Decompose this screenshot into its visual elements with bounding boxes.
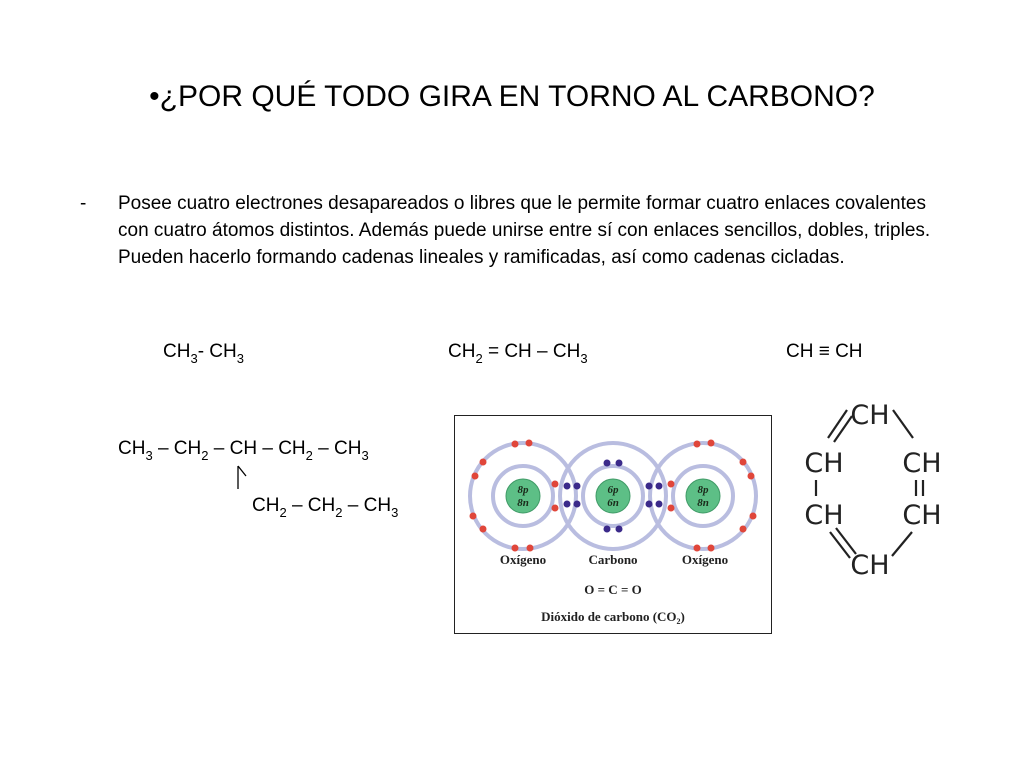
formula-ethyne xyxy=(786,340,863,364)
formula-part: – CH xyxy=(312,438,362,459)
co2-caption xyxy=(541,609,685,626)
caption-text: Dióxido de carbono (CO xyxy=(541,609,677,624)
bullet-marker: - xyxy=(80,193,87,214)
benzene-ch-lower-right: CH xyxy=(902,500,942,531)
formula-subscript: 2 xyxy=(475,350,483,366)
center-protons: 6p xyxy=(607,484,619,496)
formula-part: – CH xyxy=(152,438,202,459)
formula-subscript: 3 xyxy=(391,504,399,520)
slide-title: •¿POR QUÉ TODO GIRA EN TORNO AL CARBONO? xyxy=(149,80,875,113)
formula-subscript: 2 xyxy=(201,447,209,463)
right-neutrons: 8n xyxy=(697,497,709,509)
benzene-ch-lower-left: CH xyxy=(804,500,844,531)
caption-end: ) xyxy=(680,609,685,624)
formula-subscript: 3 xyxy=(190,350,198,366)
formula-subscript: 3 xyxy=(580,350,588,366)
right-protons: 8p xyxy=(697,484,709,496)
formula-part: – CH xyxy=(286,495,336,516)
formula-subscript: 3 xyxy=(236,350,244,366)
caption-subscript: 2 xyxy=(676,617,681,626)
formula-part: CH ≡ CH xyxy=(786,341,863,362)
benzene-ch-upper-left: CH xyxy=(804,448,844,479)
co2-atom-diagram-icon xyxy=(455,416,770,632)
center-atom-label: Carbono xyxy=(588,552,638,567)
formula-branched-side xyxy=(252,494,398,518)
formula-part: = CH – CH xyxy=(482,341,581,362)
formula-part: CH xyxy=(118,438,146,459)
formula-propene xyxy=(448,340,588,364)
left-protons: 8p xyxy=(517,484,529,496)
left-neutrons: 8n xyxy=(517,497,529,509)
formula-part: – CH xyxy=(342,495,392,516)
formula-part: CH xyxy=(252,495,280,516)
benzene-ch-upper-right: CH xyxy=(902,448,942,479)
formula-subscript: 2 xyxy=(279,504,287,520)
formula-part: CH xyxy=(448,341,476,362)
co2-diagram xyxy=(454,415,772,634)
formula-subscript: 3 xyxy=(361,447,369,463)
benzene-ch-bottom: CH xyxy=(850,550,890,581)
formula-subscript: 2 xyxy=(335,504,343,520)
formula-branched-main xyxy=(118,437,369,461)
formula-subscript: 2 xyxy=(305,447,313,463)
co2-structural-formula: O = C = O xyxy=(584,582,642,597)
branch-bond-icon xyxy=(230,462,250,492)
formula-ethane xyxy=(163,340,244,364)
formula-part: CH xyxy=(163,341,191,362)
benzene-ring-icon xyxy=(790,396,960,586)
center-neutrons: 6n xyxy=(607,497,619,509)
formula-subscript: 3 xyxy=(145,447,153,463)
body-paragraph: Posee cuatro electrones desapareados o libres que le permite formar cuatro enlaces covalentes con cuatro átomos distintos. Además puede unirse entre sí con enlaces sencillos, dobles, triples. Pueden hacerlo formando cadenas lineales y ramificadas, así como cadenas cicladas. xyxy=(118,193,931,268)
left-atom-label: Oxígeno xyxy=(499,552,547,567)
benzene-ch-top: CH xyxy=(850,400,890,431)
formula-part: - CH xyxy=(197,341,237,362)
formula-part: – CH – CH xyxy=(208,438,306,459)
right-atom-label: Oxígeno xyxy=(681,552,729,567)
